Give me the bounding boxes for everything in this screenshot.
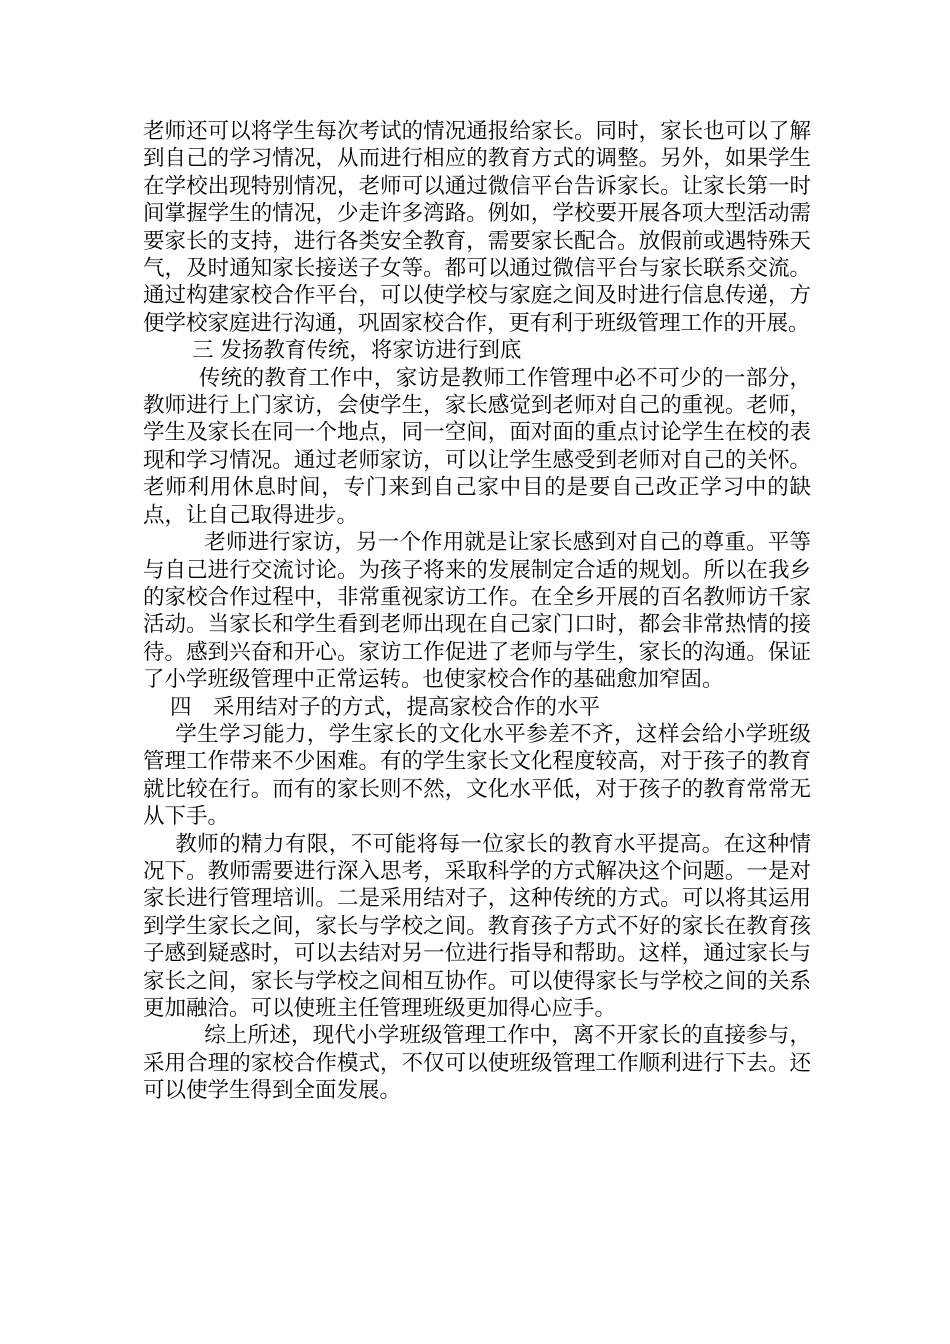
document-page [143,118,811,1105]
paragraph-home-visit-tradition: 传统的教育工作中，家访是教师工作管理中必不可少的一部分，教师进行上门家访，会使学生，家长感觉到老师对自己的重视。老师，学生及家长在同一个地点，同一空间，面对面的重点讨论学生在校的表现和学习情况。通过老师家访，可以让学生感受到老师对自己的关怀。老师利用休息时间，专门来到自己家中目的是要自己改正学习中的缺点，让自己取得进步。 [143,365,811,528]
paragraph-teacher-energy: 教师的精力有限，不可能将每一位家长的教育水平提高。在这种情况下。教师需要进行深入思考，采取科学的方式解决这个问题。一是对家长进行管理培训。二是采用结对子，这种传统的方式。可以将其运用到学生家长之间，家长与学校之间。教育孩子方式不好的家长在教育孩子感到疑惑时，可以去结对另一位进行指导和帮助。这样，通过家长与家长之间，家长与学校之间相互协作。可以使得家长与学校之间的关系更加融洽。可以使班主任管理班级更加得心应手。 [143,831,811,1021]
paragraph-conclusion: 综上所述，现代小学班级管理工作中，离不开家长的直接参与，采用合理的家校合作模式，不仅可以使班级管理工作顺利进行下去。还可以使学生得到全面发展。 [143,1023,811,1104]
paragraph-wechat-platform: 老师还可以将学生每次考试的情况通报给家长。同时，家长也可以了解到自己的学习情况，从而进行相应的教育方式的调整。另外，如果学生在学校出现特别情况，老师可以通过微信平台告诉家长。让家长第一时间掌握学生的情况，少走许多湾路。例如，学校要开展各项大型活动需要家长的支持，进行各类安全教育，需要家长配合。放假前或遇特殊天气，及时通知家长接送子女等。都可以通过微信平台与家长联系交流。通过构建家校合作平台，可以使学校与家庭之间及时进行信息传递，方便学校家庭进行沟通，巩固家校合作，更有利于班级管理工作的开展。 [143,119,811,336]
section-heading-home-visits: 三 发扬教育传统，将家访进行到底 [192,338,522,364]
paragraph-home-visit-respect: 老师进行家访，另一个作用就是让家长感到对自己的尊重。平等与自己进行交流讨论。为孩子将来的发展制定合适的规划。所以在我乡的家校合作过程中，非常重视家访工作。在全乡开展的百名教师访千家活动。当家长和学生看到老师出现在自己家门口时，都会非常热情的接待。感到兴奋和开心。家访工作促进了老师与学生，家长的沟通。保证了小学班级管理中正常运转。也使家校合作的基础愈加窄固。 [143,530,811,693]
paragraph-parent-levels: 学生学习能力，学生家长的文化水平参差不齐，这样会给小学班级管理工作带来不少困难。有的学生家长文化程度较高，对于孩子的教育就比较在行。而有的家长则不然，文化水平低，对于孩子的教育常常无从下手。 [143,721,811,830]
section-heading-pairing: 四 采用结对子的方式，提高家校合作的水平 [170,694,601,720]
